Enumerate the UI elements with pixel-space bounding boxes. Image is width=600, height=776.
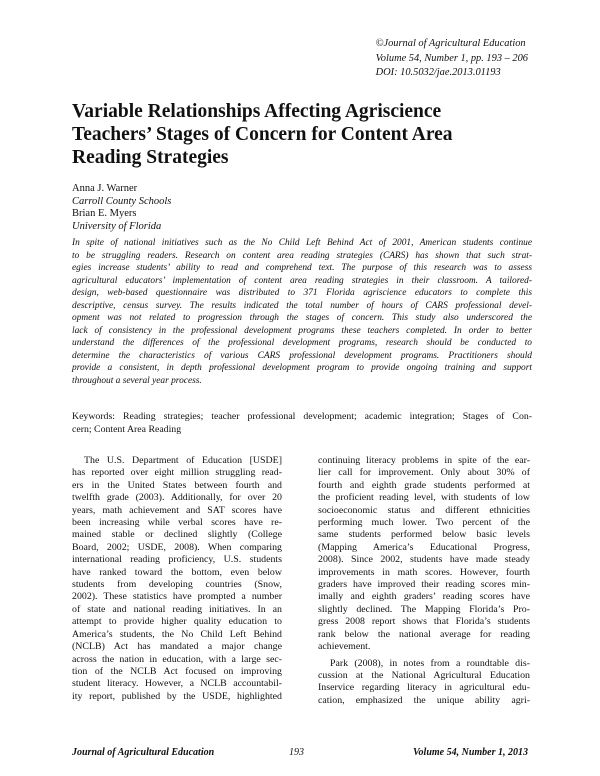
body-column-left — [72, 455, 282, 703]
body-line: socioeconomic status and different ethnicities — [318, 504, 530, 516]
footer-volume: Volume 54, Number 1, 2013 — [412, 747, 528, 758]
keywords-line: cern; Content Area Reading — [72, 424, 182, 435]
body-line: the proficient reading level, with students of low — [318, 492, 530, 504]
body-line: graders have improved their reading scores min- — [318, 579, 530, 591]
keywords-line: Keywords: Reading strategies; teacher professional development; academic integration; Stages of Con- — [72, 411, 532, 422]
body-line: (Mapping America’s Educational Progress, — [318, 541, 530, 553]
body-line: rank below the national average for reading — [318, 628, 530, 640]
keywords — [72, 410, 532, 436]
doi-line: DOI: 10.5032/jae.2013.01193 — [375, 67, 501, 78]
author-name: Anna J. Warner — [72, 183, 138, 194]
body-line: across the nation in education, with a large sec- — [72, 653, 282, 665]
body-line: attempt to provide higher quality education to — [72, 616, 282, 628]
body-line: cussion at the National Agricultural Education — [318, 669, 530, 681]
abstract-line: egies increase students’ ability to read and comprehend text. The purpose of this research was to assess — [72, 263, 532, 273]
body-column-right — [318, 455, 530, 707]
body-line: imally and eighth graders’ reading scores have — [318, 591, 530, 603]
body-line: student literacy. However, a NCLB accountabil- — [72, 678, 282, 690]
abstract-line: opment was not related to progression through the stages of concern. This study also underscored the — [72, 313, 532, 323]
body-line: performing much lower. Two percent of the — [318, 517, 530, 529]
body-line: tion of the NCLB Act focused on improving — [72, 665, 282, 677]
body-line: Park (2008), in notes from a roundtable dis- — [330, 657, 530, 669]
body-line: cation, emphasized the unique ability agri- — [318, 694, 530, 706]
title-line: Reading Strategies — [72, 147, 229, 168]
footer-journal-name: Journal of Agricultural Education — [72, 747, 215, 758]
abstract-line: provide a consistent, in depth professional development program to provide ongoing training and support — [72, 363, 532, 373]
journal-citation — [376, 37, 528, 81]
body-line: 2002). These statistics have prompted a number — [72, 591, 282, 603]
abstract-line: In spite of national initiatives such as the No Child Left Behind Act of 2001, American students continue — [72, 238, 532, 248]
body-line: ers in the United States between fourth and — [72, 479, 282, 491]
abstract-line: throughout a several year process. — [72, 375, 202, 386]
body-line: Inservice regarding literacy in agricultural edu- — [318, 682, 530, 694]
author-name: Brian E. Myers — [72, 208, 137, 220]
author-affiliation: University of Florida — [72, 220, 162, 232]
abstract-line: determine the characteristics of various CARS professional development programs. Practitioners should — [72, 350, 532, 361]
body-line: slightly declined. The Mapping Florida’s Pro- — [318, 603, 530, 615]
page-number: 193 — [289, 747, 304, 758]
title-line: Variable Relationships Affecting Agriscience — [72, 101, 442, 122]
body-line: have ranked toward the bottom, even below — [72, 566, 282, 578]
body-line: same students performed below basic levels — [318, 529, 530, 541]
paper-title — [72, 100, 542, 169]
abstract-line: lack of consistency in the professional development programs these teachers completed. In order to better — [72, 325, 532, 336]
body-line: (NCLB) Act has mandated a major change — [72, 641, 282, 653]
journal-citation-line: ©Journal of Agricultural Education — [375, 38, 526, 49]
body-line: Board, 2002; USDE, 2008). When comparing — [72, 541, 282, 553]
abstract-line: agricultural educators’ implementation of content area reading strategies in their classroom. A tailored- — [72, 275, 532, 286]
title-line: Teachers’ Stages of Concern for Content Area — [72, 124, 453, 145]
abstract-line: design, web-based questionnaire was distributed to 371 Florida agriscience educators to complete this — [72, 288, 532, 298]
body-line: of state and national reading initiatives. In an — [72, 603, 282, 615]
abstract-line: to be struggling readers. Research on content area reading strategies (CARS) has shown that such strat- — [72, 250, 532, 261]
abstract-line: understand the differences of the professional development programs, research should be conducted to — [72, 338, 532, 348]
author-block — [72, 183, 171, 233]
body-line: been increasing while verbal scores have re- — [72, 517, 282, 529]
author-affiliation: Carroll County Schools — [72, 195, 172, 207]
abstract-line: descriptive, census survey. The results indicated the total number of hours of CARS professional devel- — [72, 300, 532, 311]
body-line: America’s students, the No Child Left Behind — [72, 628, 282, 640]
body-line: achievement. — [318, 641, 371, 653]
journal-citation-line: Volume 54, Number 1, pp. 193 – 206 — [375, 52, 528, 64]
body-line: international reading proficiency, U.S. students — [72, 554, 282, 566]
body-line: fourth and eighth grade students performed at — [318, 479, 530, 491]
body-line: The U.S. Department of Education [USDE] — [84, 455, 282, 466]
body-line: improvements in math scores. However, fourth — [318, 566, 530, 578]
body-line: mained stable or declined slightly (College — [72, 529, 282, 541]
body-line: ity report, published by the USDE, highlighted — [72, 690, 282, 702]
body-line: twelfth grade (2003). Additionally, for over 20 — [72, 492, 282, 504]
body-line: years, math achievement and SAT scores have — [72, 504, 282, 516]
body-line: continuing literacy problems in spite of the ear- — [318, 455, 530, 466]
body-line: students from developing countries (Snow, — [72, 579, 282, 591]
body-line: gress 2008 report shows that Florida’s students — [318, 616, 530, 628]
abstract — [72, 237, 532, 387]
body-line: has reported over eight million struggling read- — [72, 467, 282, 479]
body-line: lier call for improvement. Only about 30% of — [318, 467, 530, 479]
body-line: 2008). Since 2002, students have made steady — [318, 554, 530, 566]
